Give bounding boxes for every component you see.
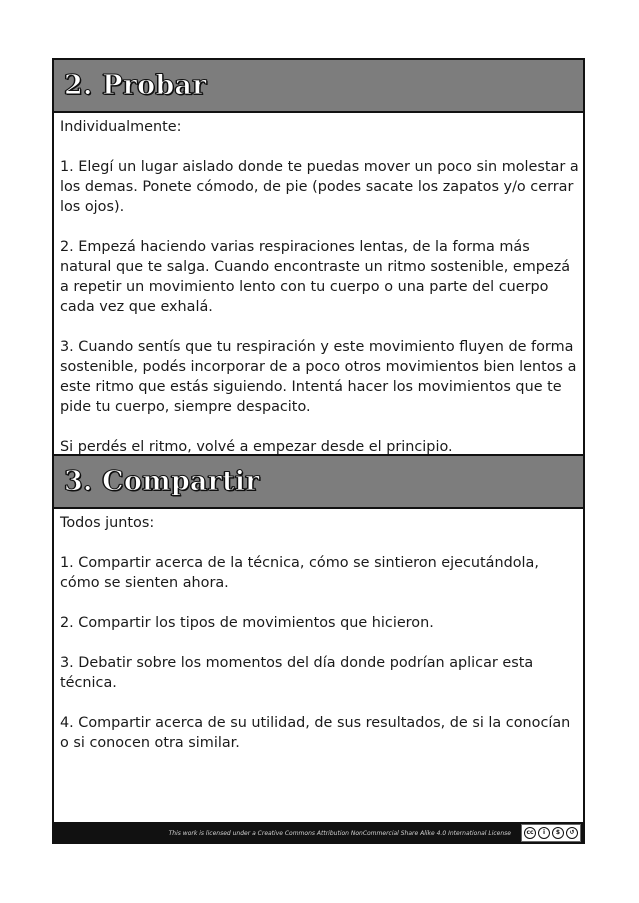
paragraph: Todos juntos: [60, 515, 155, 531]
by-icon: i [538, 827, 550, 839]
section-title: 2. Probar [64, 70, 207, 101]
license-footer [52, 822, 585, 844]
paragraph: 3. Debatir sobre los momentos del día donde podrían aplicar esta técnica. [60, 655, 534, 691]
paragraph: 1. Compartir acerca de la técnica, cómo se sintieron ejecutándola, cómo se sienten ahora. [60, 555, 539, 591]
sa-icon: ↺ [566, 827, 578, 839]
section-header [54, 60, 583, 113]
section-title: 3. Compartir [64, 466, 260, 497]
paragraph: Individualmente: [60, 119, 182, 135]
paragraph: Si perdés el ritmo, volvé a empezar desde el principio. [60, 439, 453, 455]
section-content [54, 113, 583, 456]
paragraph: 1. Elegí un lugar aislado donde te puedas mover un poco sin molestar a los demas. Ponete cómodo, de pie (podes sacate los zapatos y/o cerrar los ojos). [60, 159, 579, 215]
section-compartir [52, 454, 585, 844]
nc-icon: $ [552, 827, 564, 839]
cc-license-badge[interactable] [521, 824, 581, 842]
paragraph: 2. Empezá haciendo varias respiraciones lentas, de la forma más natural que te salga. Cuando encontraste un ritmo sostenible, empezá a repetir un movimiento lento con tu cuerpo o una parte del cuerpo cada vez que exhalá. [60, 239, 571, 315]
cc-icon: cc [524, 827, 536, 839]
paragraph: 4. Compartir acerca de su utilidad, de sus resultados, de si la conocían o si conocen otra similar. [60, 715, 571, 751]
license-text: This work is licensed under a Creative Commons Attribution NonCommercial Share Alike 4.0 International License [168, 829, 511, 837]
paragraph: 3. Cuando sentís que tu respiración y este movimiento fluyen de forma sostenible, podés incorporar de a poco otros movimientos bien lentos a este ritmo que estás siguiendo. Intentá hacer los movimientos que te pide tu cuerpo, siempre despacito. [60, 339, 577, 415]
section-content [54, 509, 583, 753]
section-probar [52, 58, 585, 456]
section-header [54, 456, 583, 509]
paragraph: 2. Compartir los tipos de movimientos que hicieron. [60, 615, 434, 631]
